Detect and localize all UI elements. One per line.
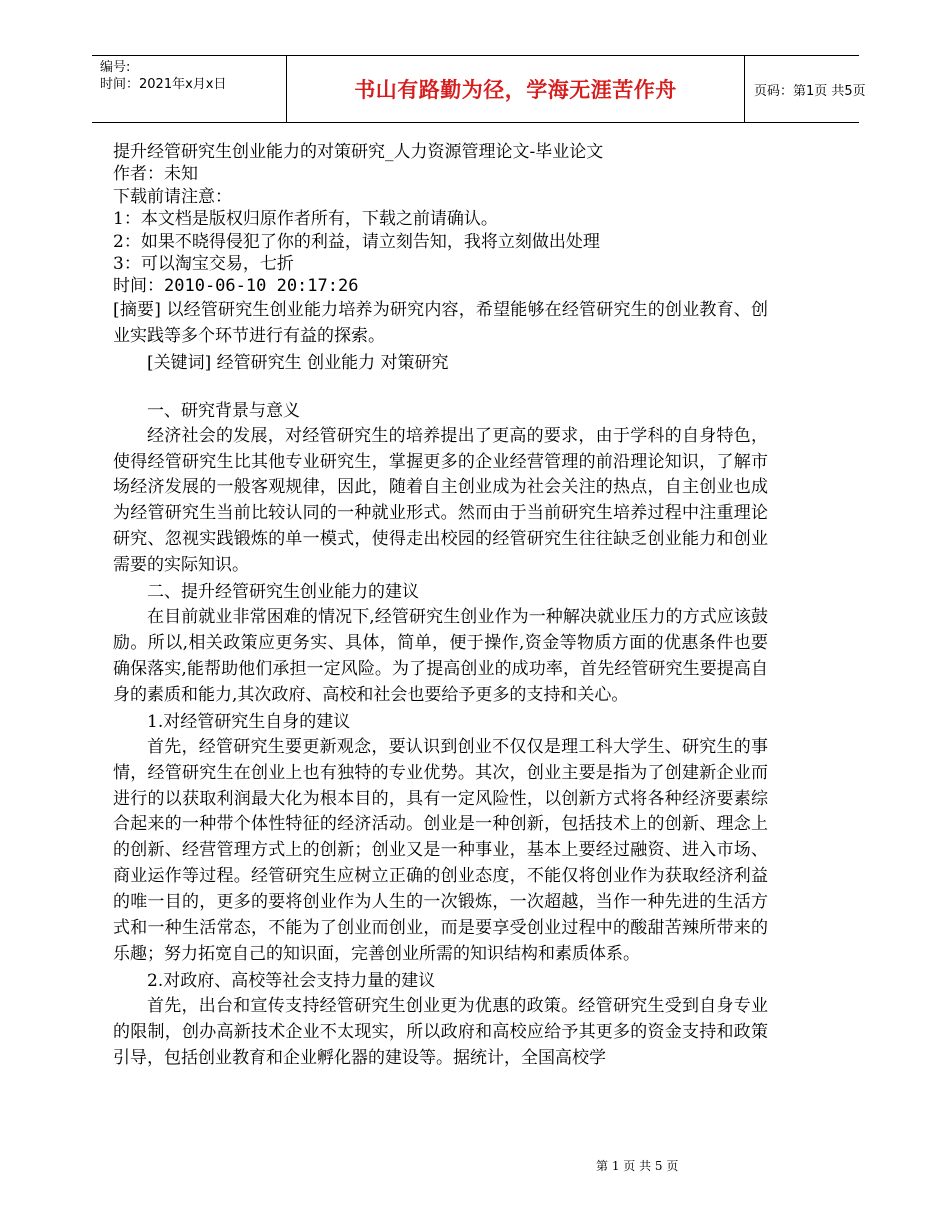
download-notice-2: 2：如果不晓得侵犯了你的利益，请立刻告知，我将立刻做出处理 xyxy=(113,231,600,252)
download-notice-heading: 下载前请注意： xyxy=(113,186,232,207)
subsection-1-paragraph: 首先，经管研究生要更新观念，要认识到创业不仅仅是理工科大学生、研究生的事情，经管研究生在创业上也有独特的专业优势。其次，创业主要是指为了创建新企业而进行的以获取利润最大化为根本目的，具有一定风险性，以创新方式将各种经济要素综合起来的一种带个体性特征的经济活动。创业是一种创新，包括技术上的创新、理念上的创新、经营管理方式上的创新；创业又是一种事业，基本上要经过融资、进入市场、商业运作等过程。经管研究生应树立正确的创业态度，不能仅将创业作为获取经济利益的唯一目的，更多的要将创业作为人生的一次锻炼，一次超越，当作一种先进的生活方式和一种生活常态，不能为了创业而创业，而是要享受创业过程中的酸甜苦辣所带来的乐趣；努力拓宽自己的知识面，完善创业所需的知识结构和素质体系。 xyxy=(113,736,768,964)
subsection-1-title: 1.对经管研究生自身的建议 xyxy=(147,711,351,732)
document-body xyxy=(113,141,768,1072)
abstract: [摘要] 以经管研究生创业能力培养为研究内容，希望能够在经管研究生的创业教育、创业实践等多个环节进行有益的探索。 xyxy=(113,299,768,346)
header-page-cell xyxy=(744,56,866,122)
download-notice-1: 1：本文档是版权归原作者所有，下载之前请确认。 xyxy=(113,209,498,230)
section-1-paragraph: 经济社会的发展，对经管研究生的培养提出了更高的要求，由于学科的自身特色，使得经管研究生比其他专业研究生，掌握更多的企业经营管理的前沿理论知识，了解市场经济发展的一般客观规律，因此，随着自主创业成为社会关注的热点，自主创业也成为经管研究生当前比较认同的一种就业形式。然而由于当前研究生培养过程中注重理论研究、忽视实践锻炼的单一模式，使得走出校园的经管研究生往往缺乏创业能力和创业需要的实际知识。 xyxy=(113,425,768,576)
subsection-2-paragraph: 首先，出台和宣传支持经管研究生创业更为优惠的政策。经管研究生受到自身专业的限制，创办高新技术企业不太现实，所以政府和高校应给予其更多的资金支持和政策引导，包括创业教育和企业孵化器的建设等。据统计，全国高校学 xyxy=(113,995,768,1068)
section-2-title: 二、提升经管研究生创业能力的建议 xyxy=(147,582,419,603)
document-author: 作者：未知 xyxy=(113,164,198,185)
document-code-label: 编号: xyxy=(100,60,131,75)
header-page-info: 页码：第1页 共5页 xyxy=(754,83,866,99)
subsection-2-title: 2.对政府、高校等社会支持力量的建议 xyxy=(147,970,436,991)
document-timestamp: 时间：2010-06-10 20:17:26 xyxy=(113,276,359,297)
section-2-paragraph: 在目前就业非常困难的情况下,经管研究生创业作为一种解决就业压力的方式应该鼓励。所以,相关政策应更务实、具体，简单，便于操作,资金等物质方面的优惠条件也要确保落实,能帮助他们承担一定风险。为了提高创业的成功率，首先经管研究生要提高自身的素质和能力,其次政府、高校和社会也要给予更多的支持和关心。 xyxy=(113,607,768,705)
header-left-cell xyxy=(92,56,286,122)
header-motto: 书山有路勤为径，学海无涯苦作舟 xyxy=(354,78,677,102)
document-title: 提升经管研究生创业能力的对策研究_人力资源管理论文-毕业论文 xyxy=(113,142,604,162)
keywords: [关键词] 经管研究生 创业能力 对策研究 xyxy=(147,352,449,373)
page-footer: 第 1 页 共 5 页 xyxy=(596,1159,679,1173)
document-time-label: 时间：2021年x月x日 xyxy=(100,77,227,92)
header-motto-cell xyxy=(286,56,745,122)
header-table xyxy=(92,55,866,123)
download-notice-3: 3：可以淘宝交易，七折 xyxy=(113,254,294,275)
section-1-title: 一、研究背景与意义 xyxy=(147,400,300,421)
